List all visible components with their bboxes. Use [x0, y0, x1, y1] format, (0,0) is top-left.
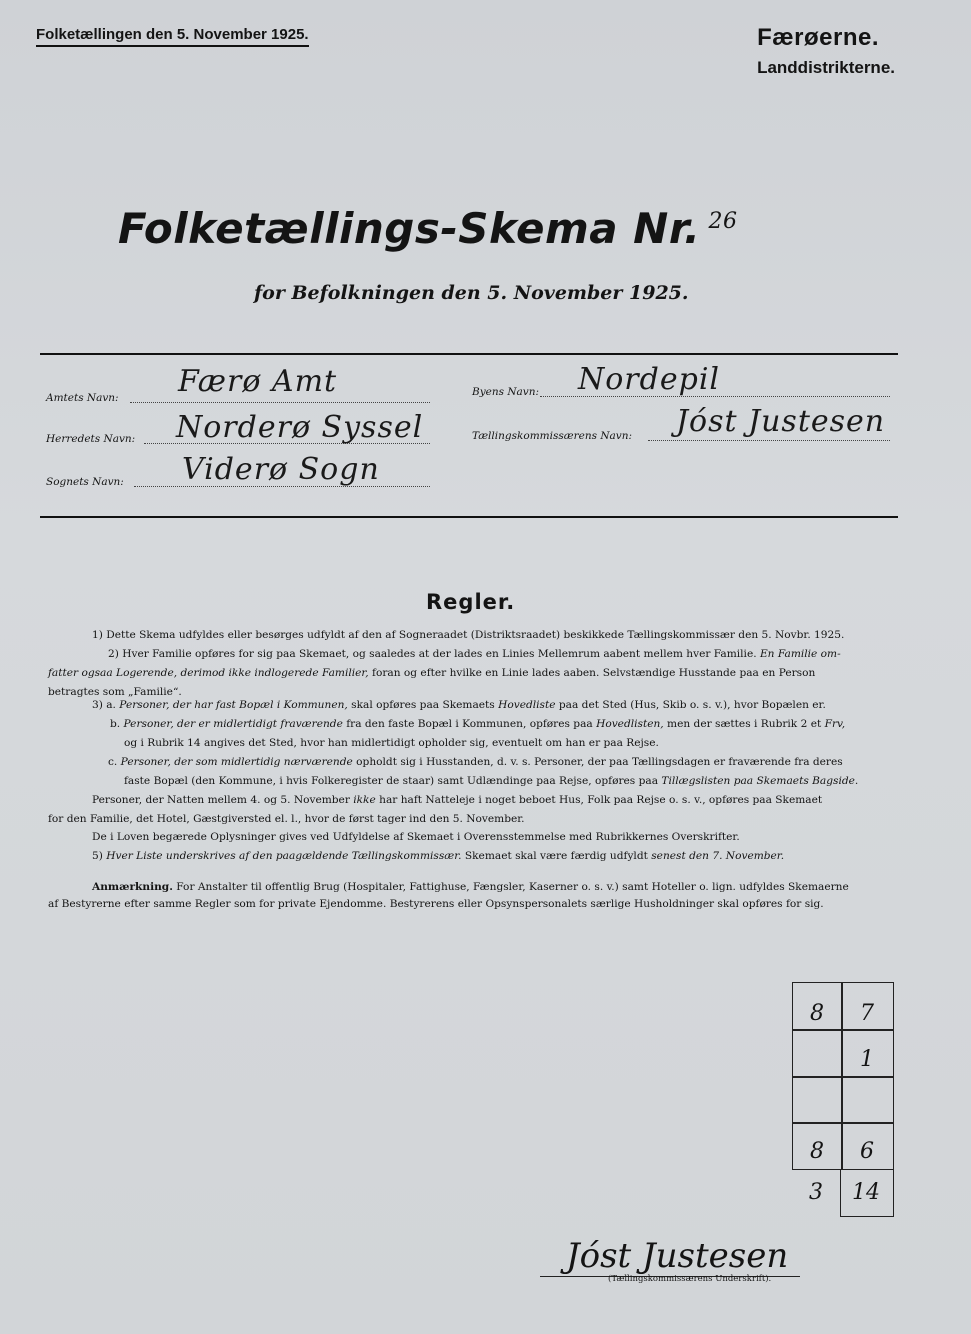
rule-line-6-part-5: men der sættes i Rubrik 2 et	[663, 718, 825, 730]
rule-line-5-part-5: paa det Sted (Hus, Skib o. s. v.), hvor Bopælen er.	[555, 699, 826, 711]
tally-sum-right: 14	[852, 1180, 880, 1205]
rule-line-2	[108, 648, 841, 660]
tally-row4-right: 6	[860, 1139, 874, 1164]
kommissaer-value: Jóst Justesen	[676, 404, 886, 439]
header-district-type: Landdistrikterne.	[757, 58, 895, 77]
rule-line-3	[48, 667, 815, 679]
sogn-label: Sognets Navn:	[46, 476, 124, 488]
tally-divider-3	[793, 1122, 893, 1124]
rule-line-7-part-1: og i Rubrik 14 angives det Sted, hvor han midlertidigt opholder sig, eventuelt om han er paa Rejse.	[124, 737, 659, 749]
kommissaer-line	[648, 440, 890, 441]
rule-line-9-part-2: Tillægslisten paa Skemaets Bagside.	[661, 775, 859, 787]
tally-row2-right: 1	[860, 1047, 874, 1072]
rule-line-13-part-1: 5)	[92, 850, 107, 862]
rule-line-13-part-4: senest den 7. November.	[651, 850, 785, 862]
rule-line-5-part-3: skal opføres paa Skemaets	[347, 699, 499, 711]
form-subtitle: for Befolkningen den 5. November 1925.	[254, 282, 689, 304]
sogn-value: Viderø Sogn	[182, 452, 380, 487]
rule-line-3-part-1: fatter ogsaa Logerende, derimod ikke indlogerede Familier,	[48, 667, 369, 679]
form-number: 26	[708, 209, 738, 234]
rule-line-8	[108, 756, 843, 768]
rule-line-9-part-1: faste Bopæl (den Kommune, i hvis Folkeregister de staar) samt Udlændinge paa Rejse, opføres paa	[124, 775, 662, 787]
amt-label: Amtets Navn:	[46, 392, 119, 404]
rule-line-11	[48, 813, 525, 825]
rule-line-6-part-2: Personer, der er midlertidigt fraværende	[123, 718, 343, 730]
rule-line-13	[92, 850, 784, 862]
rule-line-6-part-6: Frv,	[824, 718, 846, 730]
tally-sum-row	[792, 1170, 892, 1216]
rule-line-6-part-1: b.	[110, 718, 124, 730]
divider-top	[40, 353, 898, 355]
rule-line-10-part-1: Personer, der Natten mellem 4. og 5. November	[92, 794, 354, 806]
rule-line-7	[124, 737, 659, 749]
rule-line-4-part-1: betragtes som „Familie“.	[48, 686, 182, 698]
rule-line-8-part-1: c.	[108, 756, 121, 768]
note-line-1	[92, 881, 849, 893]
rule-line-4	[48, 686, 182, 698]
tally-box	[792, 982, 894, 1170]
tally-row4-left: 8	[810, 1139, 824, 1164]
herred-label: Herredets Navn:	[46, 433, 136, 445]
note-line-2: af Bestyrerne efter samme Regler som for private Ejendomme. Bestyrerens eller Opsynspersonalets særlige Husholdninger skal opføres for sig.	[48, 898, 824, 910]
rule-line-6-part-3: fra den faste Bopæl i Kommunen, opføres paa	[342, 718, 597, 730]
rule-line-10-part-2: ikke	[353, 794, 376, 806]
tally-grid	[792, 982, 894, 1170]
rule-line-13-part-2: Hver Liste underskrives af den paagældende Tællingskommissær.	[106, 850, 462, 862]
rule-line-12	[92, 831, 740, 843]
rule-line-13-part-3: Skemaet skal være færdig udfyldt	[461, 850, 652, 862]
rule-line-3-part-2: foran og efter hvilke en Linie lades aaben. Selvstændige Husstande paa en Person	[368, 667, 816, 679]
amt-line	[130, 402, 430, 403]
rule-line-5	[92, 699, 826, 711]
rule-line-5-part-1: 3) a.	[92, 699, 120, 711]
rule-line-9	[124, 775, 858, 787]
tally-sum-left: 3	[809, 1180, 823, 1205]
rules-heading: Regler.	[426, 590, 516, 614]
note-text-1: For Anstalter til offentlig Brug (Hospitaler, Fattighuse, Fængsler, Kaserner o. s. v.) samt Hoteller o. lign. udfyldes Skemaerne	[172, 881, 849, 893]
tally-row1-right: 7	[860, 1001, 874, 1026]
rule-line-1-part-1: 1) Dette Skema udfyldes eller besørges udfyldt af den af Sogneraadet (Distriktsraadet) beskikkede Tællingskommissær den 5. Novbr. 1925.	[92, 629, 845, 641]
rule-line-1	[92, 629, 844, 641]
tally-divider-2	[793, 1076, 893, 1078]
rule-line-10-part-3: har haft Natteleje i noget beboet Hus, Folk paa Rejse o. s. v., opføres paa Skemaet	[375, 794, 823, 806]
form-title-text: Folketællings-Skema Nr.	[118, 204, 701, 253]
rule-line-8-part-2: Personer, der som midlertidig nærværende	[120, 756, 353, 768]
tally-divider-1	[793, 1029, 893, 1031]
tally-row1-left: 8	[810, 1001, 824, 1026]
rule-line-6	[110, 718, 845, 730]
divider-bottom	[40, 516, 898, 518]
rule-line-2-part-1: 2) Hver Familie opføres for sig paa Skemaet, og saaledes at der lades en Linies Mellemrum aabent mellem hver Familie.	[108, 648, 760, 660]
rule-line-8-part-3: opholdt sig i Husstanden, d. v. s. Personer, der paa Tællingsdagen er fraværende fra deres	[352, 756, 843, 768]
signature: Jóst Justesen	[566, 1236, 789, 1276]
header-census-date: Folketællingen den 5. November 1925.	[36, 26, 309, 47]
note-label: Anmærkning.	[92, 881, 173, 893]
rule-line-12-part-1: De i Loven begærede Oplysninger gives ved Udfyldelse af Skemaet i Overensstemmelse med Rubrikkernes Overskrifter.	[92, 831, 740, 843]
by-label: Byens Navn:	[472, 386, 540, 398]
by-value: Nordepil	[578, 362, 721, 397]
amt-value: Færø Amt	[178, 364, 338, 399]
header-region: Færøerne.	[757, 24, 879, 51]
rule-line-5-part-4: Hovedliste	[498, 699, 556, 711]
rule-line-11-part-1: for den Familie, det Hotel, Gæstgiversted el. l., hvor de først tager ind den 5. November.	[48, 813, 525, 825]
herred-value: Norderø Syssel	[176, 410, 424, 445]
rule-line-5-part-2: Personer, der har fast Bopæl i Kommunen,	[119, 699, 348, 711]
rule-line-10	[92, 794, 822, 806]
rule-line-6-part-4: Hovedlisten,	[596, 718, 664, 730]
kommissaer-label: Tællingskommissærens Navn:	[472, 430, 633, 442]
signature-caption: (Tællingskommissærens Underskrift).	[608, 1274, 772, 1284]
form-title	[118, 204, 738, 253]
rule-line-2-part-2: En Familie om-	[759, 648, 841, 660]
